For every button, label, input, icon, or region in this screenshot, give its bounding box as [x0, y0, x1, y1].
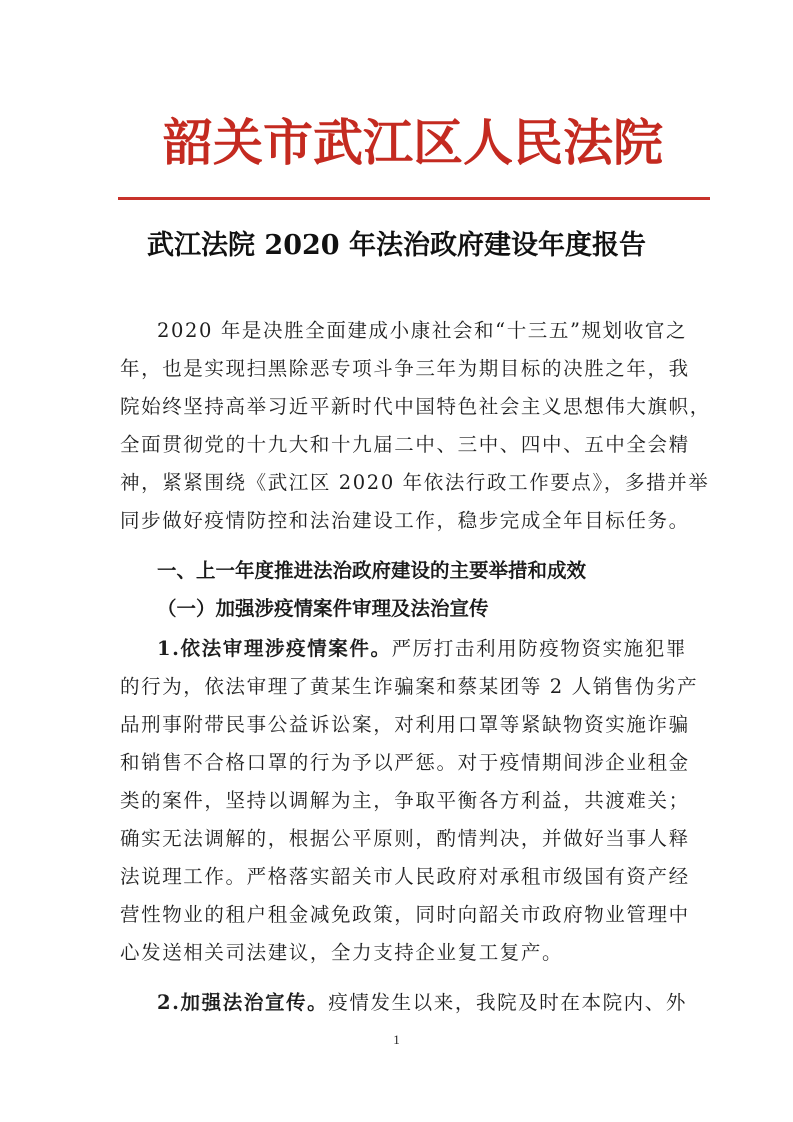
- item1-line: 心发送相关司法建议，全力支持企业复工复产。: [120, 941, 564, 964]
- item1-line: 营性物业的租户租金减免政策，同时向韶关市政府物业管理中: [120, 903, 690, 926]
- item1-lead: 1.依法审理涉疫情案件。: [157, 637, 392, 660]
- item1-line: 法说理工作。严格落实韶关市人民政府对承租市级国有资产经: [120, 865, 690, 888]
- intro-line: 年，也是实现扫黑除恶专项斗争三年为期目标的决胜之年，我: [120, 357, 690, 380]
- intro-line: 全面贯彻党的十九大和十九届二中、三中、四中、五中全会精: [120, 433, 690, 456]
- intro-line: 2020 年是决胜全面建成小康社会和“十三五”规划收官之: [157, 319, 688, 342]
- item1-first-line: [157, 634, 710, 664]
- item1-line: 确实无法调解的，根据公平原则，酌情判决，并做好当事人释: [120, 827, 690, 850]
- intro-line: 院始终坚持高举习近平新时代中国特色社会主义思想伟大旗帜，: [120, 395, 711, 418]
- document-title: 武江法院 2020 年法治政府建设年度报告: [147, 230, 646, 261]
- subsection-heading: （一）加强涉疫情案件审理及法治宣传: [157, 597, 489, 620]
- item2-first-line: [157, 988, 710, 1018]
- section-heading: 一、上一年度推进法治政府建设的主要举措和成效: [157, 559, 587, 582]
- item1-line: 和销售不合格口罩的行为予以严惩。对于疫情期间涉企业租金: [120, 751, 690, 774]
- page-number: 1: [393, 1032, 400, 1047]
- letterhead-red-rule: [118, 197, 710, 200]
- intro-line: 同步做好疫情防控和法治建设工作，稳步完成全年目标任务。: [120, 509, 690, 532]
- item1-line: 品刑事附带民事公益诉讼案，对利用口罩等紧缺物资实施诈骗: [120, 713, 690, 736]
- letterhead-org-name: 韶关市武江区人民法院: [163, 113, 663, 172]
- item2-lead: 2.加强法治宣传。: [157, 991, 329, 1014]
- item1-line: 类的案件，坚持以调解为主，争取平衡各方利益，共渡难关；: [120, 789, 690, 812]
- item2-first-line-text: 疫情发生以来，我院及时在本院内、外: [328, 991, 687, 1014]
- item1-line: 的行为，依法审理了黄某生诈骗案和蔡某团等 2 人销售伪劣产: [120, 675, 699, 698]
- item1-first-line-text: 严厉打击利用防疫物资实施犯罪: [391, 637, 687, 660]
- intro-line: 神，紧紧围绕《武江区 2020 年依法行政工作要点》，多措并举: [120, 471, 710, 494]
